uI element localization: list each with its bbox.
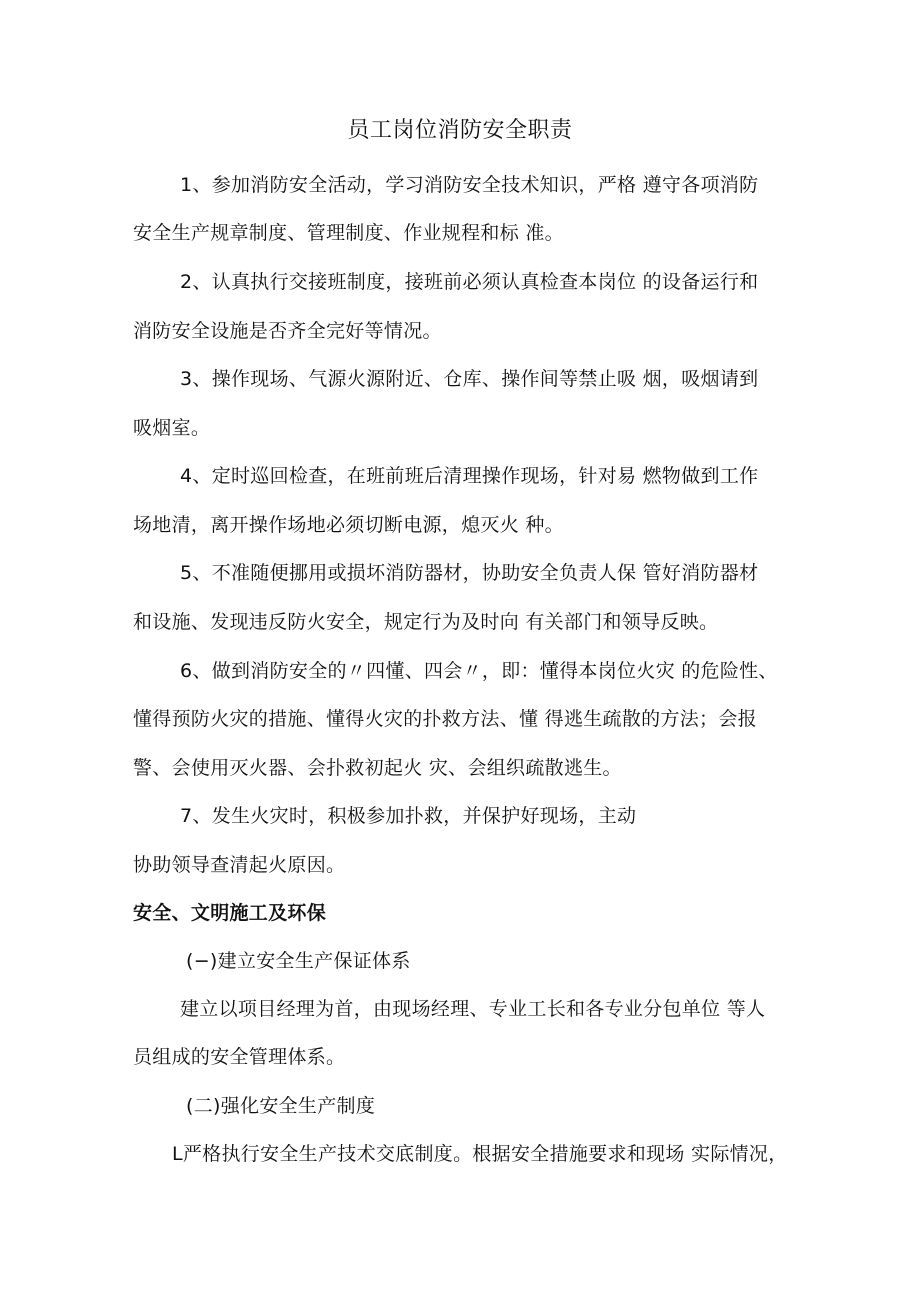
duty-2-line-2: 消防安全设施是否齐全完好等情况。: [133, 320, 442, 342]
duty-1-line-2: 安全生产规章制度、管理制度、作业规程和标 准。: [133, 222, 564, 244]
duty-1-line-1: 1、参加消防安全活动，学习消防安全技术知识，严格 遵守各项消防: [180, 174, 759, 196]
duty-5-line-2: 和设施、发现违反防火安全，规定行为及时向 有关部门和领导反映。: [133, 611, 719, 633]
subsection-1-heading: (−)建立安全生产保证体系: [186, 950, 411, 972]
duty-2-line-1: 2、认真执行交接班制度，接班前必须认真检查本岗位 的设备运行和: [180, 271, 759, 293]
duty-4-line-2: 场地清，离开操作场地必须切断电源，熄灭火 种。: [133, 514, 564, 536]
subsection-1-para-line-1: 建立以项目经理为首，由现场经理、专业工长和各专业分包单位 等人: [180, 998, 766, 1020]
duty-3-line-1: 3、操作现场、气源火源附近、仓库、操作间等禁止吸 烟，吸烟请到: [180, 368, 759, 390]
duty-7-line-2: 协助领导查清起火原因。: [133, 854, 346, 876]
duty-7-line-1: 7、发生火灾时，积极参加扑救，并保护好现场，主动: [180, 805, 637, 827]
document-title: 员工岗位消防安全职责: [347, 118, 573, 143]
section-heading: 安全、文明施工及环保: [133, 902, 327, 924]
duty-6-line-3: 警、会使用灭火器、会扑救初起火 灾、会组织疏散逃生。: [133, 757, 622, 779]
duty-5-line-1: 5、不准随便挪用或损坏消防器材，协助安全负责人保 管好消防器材: [180, 562, 759, 584]
duty-6-line-1: 6、做到消防安全的〃四懂、四会〃，即：懂得本岗位火灾 的危险性、: [180, 660, 778, 682]
subsection-1-para-line-2: 员组成的安全管理体系。: [133, 1046, 346, 1068]
duty-3-line-2: 吸烟室。: [133, 417, 211, 439]
duty-4-line-1: 4、定时巡回检查，在班前班后清理操作现场，针对易 燃物做到工作: [180, 465, 759, 487]
subsection-2-heading: (二)强化安全生产制度: [186, 1095, 376, 1117]
subsection-2-para-line-1: L严格执行安全生产技术交底制度。根据安全措施要求和现场 实际情况，: [172, 1143, 788, 1165]
duty-6-line-2: 懂得预防火灾的措施、懂得火灾的扑救方法、懂 得逃生疏散的方法；会报: [133, 708, 757, 730]
